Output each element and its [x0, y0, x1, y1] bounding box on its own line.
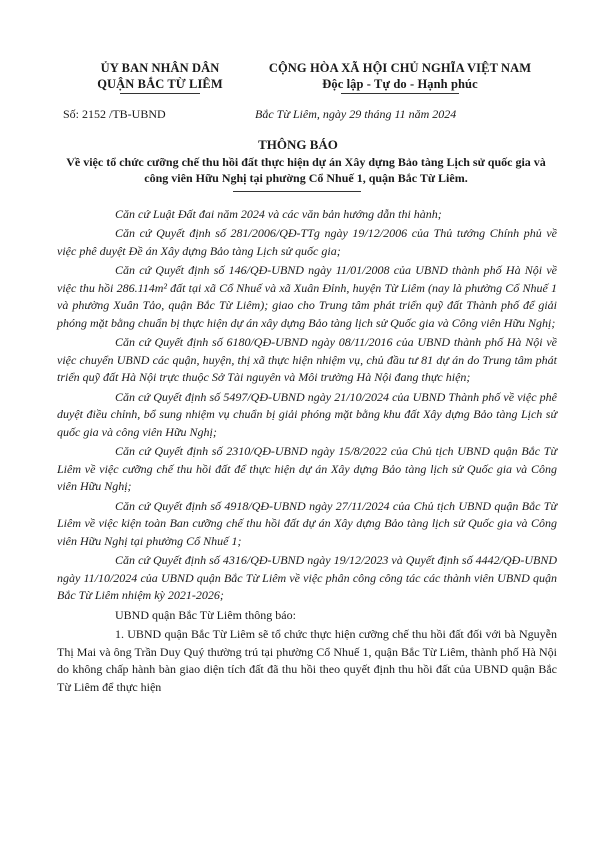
notice-item-1: 1. UBND quận Bắc Từ Liêm sẽ tổ chức thực hiện cưỡng chế thu hồi đất đối với bà Nguyễn Thị Mai và ông Trần Duy Quý thường trú tại phường Cổ Nhuế 1, quận Bắc Từ Liêm, thành phố Hà Nội do không chấp hành bàn giao diện tích đất đã thu hồi theo quyết định thu hồi đất của UBND quận Bắc Từ Liêm để thực hiện [57, 627, 557, 694]
legal-basis: Căn cứ Quyết định số 4918/QĐ-UBND ngày 27/11/2024 của Chủ tịch UBND quận Bắc Từ Liêm về việc kiện toàn Ban cưỡng chế thu hồi đất dự án Xây dựng Bảo tàng lịch sử Quốc gia và Công viên Hữu Nghị tại phường Cổ Nhuế 1; [57, 498, 557, 548]
national-motto: Độc lập - Tự do - Hạnh phúc [322, 77, 478, 91]
national-header [250, 60, 550, 94]
document-title: THÔNG BÁO [258, 137, 338, 152]
motto-underline [341, 93, 459, 94]
legal-basis: Căn cứ Quyết định số 4316/QĐ-UBND ngày 19/12/2023 và Quyết định số 4442/QĐ-UBND ngày 11/10/2024 của UBND quận Bắc Từ Liêm về việc phân công công tác các thành viên UBND quận Bắc Từ Liêm nhiệm kỳ 2021-2026; [57, 553, 557, 603]
national-title: CỘNG HÒA XÃ HỘI CHỦ NGHĨA VIỆT NAM [268, 61, 532, 75]
document-number: Số: 2152 /TB-UBND [63, 107, 166, 121]
issuer-block [60, 60, 260, 94]
legal-basis: Căn cứ Quyết định số 146/QĐ-UBND ngày 11/01/2008 của UBND thành phố Hà Nội về việc thu hồi 286.114m² đất tại xã Cổ Nhuế và xã Xuân Đỉnh, huyện Từ Liêm (nay là phường Cổ Nhuế 1 và phường Xuân Tảo, quận Bắc Từ Liêm); giao cho Trung tâm phát triển quỹ đất Thành phố để giải phóng mặt bằng chuẩn bị thực hiện dự án xây dựng Bảo tàng lịch sử Quốc gia và Công viên Hữu Nghị; [57, 263, 557, 330]
issuer-underline [120, 93, 200, 94]
issuer-line2: QUẬN BẮC TỪ LIÊM [97, 77, 223, 91]
announcement-lead: UBND quận Bắc Từ Liêm thông báo: [115, 607, 296, 622]
document-subject: Về việc tổ chức cưỡng chế thu hồi đất thực hiện dự án Xây dựng Bảo tàng Lịch sử quốc gia và công viên Hữu Nghị tại phường Cổ Nhuế 1, quận Bắc Từ Liêm. [66, 155, 546, 185]
legal-basis: Căn cứ Quyết định số 5497/QĐ-UBND ngày 21/10/2024 của UBND Thành phố về việc phê duyệt điều chỉnh, bổ sung nhiệm vụ chuẩn bị giải phóng mặt bằng khu đất Xây dựng Bảo tàng Lịch sử quốc gia và công viên Hữu Nghị; [57, 389, 557, 439]
issuer-line1: ỦY BAN NHÂN DÂN [100, 61, 220, 75]
document-body [57, 206, 557, 698]
subject-underline [233, 191, 361, 192]
legal-basis: Căn cứ Luật Đất đai năm 2024 và các văn bản hướng dẫn thi hành; [115, 207, 442, 221]
legal-basis: Căn cứ Quyết định số 281/2006/QĐ-TTg ngày 19/12/2006 của Thủ tướng Chính phủ về việc phê duyệt Đề án Xây dựng Bảo tàng Lịch sử quốc gia; [57, 226, 557, 258]
place-date: Bắc Từ Liêm, ngày 29 tháng 11 năm 2024 [255, 107, 457, 121]
legal-basis: Căn cứ Quyết định số 6180/QĐ-UBND ngày 08/11/2016 của UBND thành phố Hà Nội về việc chuyển UBND các quận, huyện, thị xã thực hiện nhiệm vụ, chủ đầu tư 81 dự án do Trung tâm phát triển quỹ đất Hà Nội trực thuộc Sở Tài nguyên và Môi trường Hà Nội đang thực hiện; [57, 335, 557, 385]
legal-basis: Căn cứ Quyết định số 2310/QĐ-UBND ngày 15/8/2022 của Chủ tịch UBND quận Bắc Từ Liêm về việc cưỡng chế thu hồi đất để thực hiện dự án Xây dựng Bảo tàng lịch sử Quốc gia và Công viên Hữu Nghị; [57, 444, 557, 494]
